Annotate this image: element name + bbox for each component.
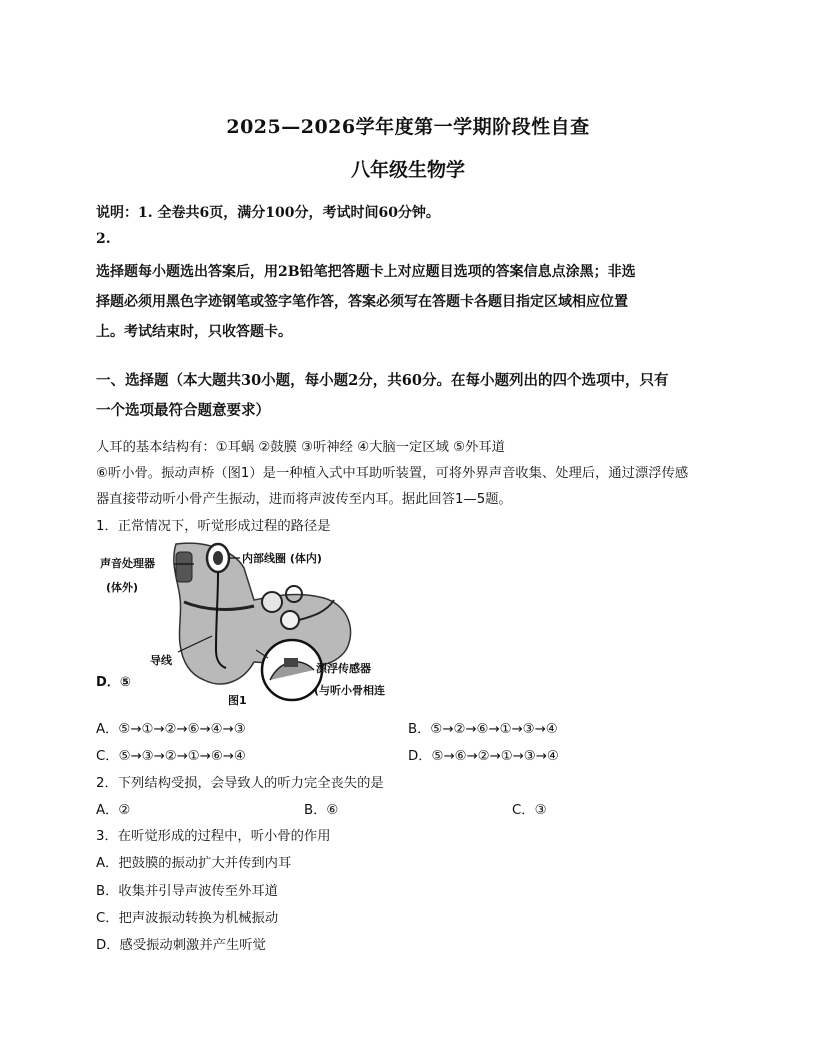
- page-subtitle: 八年级生物学: [350, 159, 465, 181]
- label-sound-processor: 声音处理器: [100, 557, 155, 570]
- label-outside-body: (体外): [106, 581, 139, 594]
- q2-option-c: C．③: [512, 803, 547, 818]
- q1-option-c: C．⑤→③→②→①→⑥→④: [96, 749, 246, 764]
- q3-option-b: B．收集并引导声波传至外耳道: [96, 884, 278, 899]
- label-wire: 导线: [150, 654, 172, 667]
- instruction-line-5: 上。考试结束时，只收答题卡。: [96, 324, 292, 340]
- passage-line-1: 人耳的基本结构有：①耳蜗 ②鼓膜 ③听神经 ④大脑一定区域 ⑤外耳道: [96, 440, 505, 455]
- instruction-line-4: 择题必须用黑色字迹钢笔或签字笔作答，答案必须写在答题卡各题目指定区域相应位置: [96, 294, 628, 310]
- ear-diagram-image: [94, 540, 406, 710]
- q3-option-c: C．把声波振动转换为机械振动: [96, 911, 279, 926]
- passage-line-3: 器直接带动听小骨产生振动，进而将声波传至内耳。据此回答1—5题。: [96, 492, 512, 507]
- q2-option-a: A．②: [96, 803, 131, 818]
- overlapped-option-d: D．⑤: [96, 675, 131, 690]
- question-3-stem: 3．在听觉形成的过程中，听小骨的作用: [96, 829, 331, 844]
- page-title: 2025—2026学年度第一学期阶段性自查: [226, 116, 590, 138]
- q3-option-d: D．感受振动刺激并产生听觉: [96, 938, 266, 953]
- q2-option-b: B．⑥: [304, 803, 339, 818]
- q1-option-a: A．⑤→①→②→⑥→④→③: [96, 722, 246, 737]
- q3-option-a: A．把鼓膜的振动扩大并传到内耳: [96, 856, 292, 871]
- question-1-stem: 1．正常情况下，听觉形成过程的路径是: [96, 519, 331, 534]
- ear-implant-figure: [94, 540, 406, 710]
- instruction-line-2: 2.: [96, 231, 111, 247]
- instruction-line-3: 选择题每小题选出答案后，用2B铅笔把答题卡上对应题目选项的答案信息点涂黑；非选: [96, 264, 636, 280]
- instruction-line-1: 说明：1. 全卷共6页，满分100分，考试时间60分钟。: [96, 205, 440, 221]
- figure-caption: 图1: [228, 694, 247, 707]
- label-sensor-note: (与听小骨相连: [314, 684, 386, 697]
- q1-option-d: D．⑤→⑥→②→①→③→④: [408, 749, 559, 764]
- q1-option-b: B．⑤→②→⑥→①→③→④: [408, 722, 558, 737]
- section-heading-line-1: 一、选择题（本大题共30小题，每小题2分，共60分。在每小题列出的四个选项中，只有: [96, 372, 669, 389]
- passage-line-2: ⑥听小骨。振动声桥（图1）是一种植入式中耳助听装置，可将外界声音收集、处理后，通过漂浮传感: [96, 466, 689, 481]
- label-internal-coil: 内部线圈 (体内): [242, 552, 322, 565]
- label-floating-sensor: 漂浮传感器: [316, 662, 371, 675]
- section-heading-line-2: 一个选项最符合题意要求）: [96, 402, 270, 419]
- question-2-stem: 2．下列结构受损，会导致人的听力完全丧失的是: [96, 776, 384, 791]
